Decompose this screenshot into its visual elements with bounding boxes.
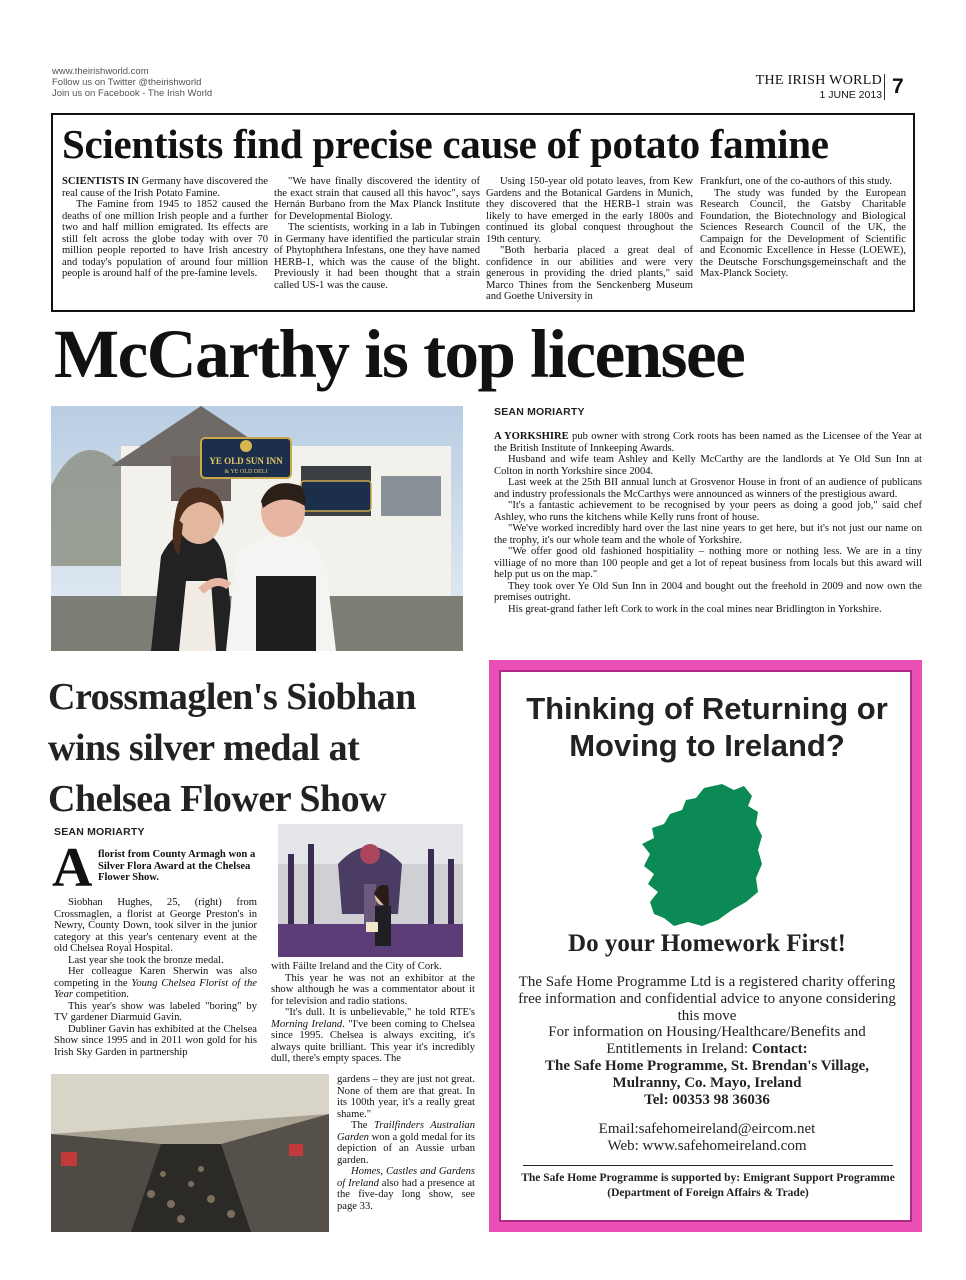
paper-name: THE IRISH WORLD <box>755 73 882 88</box>
pub-owners-photo <box>51 406 463 651</box>
siobhan-col-1 <box>54 897 257 1058</box>
siobhan-headline-line: wins silver medal at <box>48 727 360 769</box>
siobhan-col-3 <box>337 1074 475 1212</box>
siobhan-text: This year's show was labeled "boring" by TV gardener Diarmuid Gavin. <box>54 1000 257 1023</box>
dropcap: A <box>52 837 93 899</box>
website-link[interactable]: www.theirishworld.com <box>52 66 149 77</box>
ireland-map <box>612 780 812 930</box>
famine-text: Frankfurt, one of the co-authors of this study. <box>700 176 893 187</box>
mccarthy-text: pub owner with strong Cork roots has been named as the Licensee of the Year at the British Institute of Innkeeping Awards. <box>494 431 922 454</box>
siobhan-text <box>54 966 257 1001</box>
famine-headline: Scientists find precise cause of potato famine <box>62 121 829 167</box>
siobhan-text: Dubliner Gavin has exhibited at the Chelsea Show since 1995 and in 2011 won gold for his Irish Sky Garden in partnership <box>54 1023 257 1058</box>
mccarthy-headline: McCarthy is top licensee <box>54 316 745 392</box>
masthead-divider <box>884 74 885 100</box>
siobhan-text-part: won a gold medal for its depiction of an Aussie urban garden. <box>337 1131 475 1166</box>
siobhan-text: Last year she took the bronze medal. <box>68 954 224 966</box>
advert-info-text: For information on Housing/Healthcare/Benefits and Entitlements in Ireland: <box>548 1024 866 1057</box>
advert-slogan: Do your Homework First! <box>568 930 846 957</box>
advert-contact-label: Contact: <box>751 1041 808 1057</box>
famine-text: Germany have discovered the real cause of the Irish Potato Famine. <box>62 176 268 199</box>
famine-text: Using 150-year old potato leaves, from Kew Gardens and the Botanical Gardens in Munich, they discovered that the HERB-1 strain was likely to have emerged in the early 1800s and continued its global conquest throughout the 19th century. <box>486 176 693 245</box>
mccarthy-text: They took over Ye Old Sun Inn in 2004 and bought out the freehold in 2009 and now own the premises outright. <box>494 580 922 603</box>
florist-photo <box>278 824 463 957</box>
siobhan-text <box>337 1120 475 1166</box>
famine-text: The Famine from 1945 to 1852 caused the deaths of one million Irish people and a further two and half million emigrated. Its effects are still felt across the globe today with over 70 million people reported to have Irish ancestry and today's population of around four million people is around half of the pre-famine levels. <box>62 199 268 279</box>
siobhan-text-part: Her colleague Karen Sherwin was also competing in the <box>54 966 257 989</box>
page-number: 7 <box>892 75 904 98</box>
advert-phone: Tel: 00353 98 36036 <box>644 1092 770 1108</box>
advert-title: Thinking of Returning or Moving to Ireland? <box>526 691 888 763</box>
siobhan-byline: SEAN MORIARTY <box>54 826 145 838</box>
siobhan-lead: florist from County Armagh won a Silver Flora Award at the Chelsea Flower Show. <box>98 849 256 883</box>
advert-address: The Safe Home Programme, St. Brendan's Village, Mulranny, Co. Mayo, Ireland <box>544 1058 869 1091</box>
facebook-link[interactable]: Join us on Facebook - The Irish World <box>52 88 213 99</box>
famine-lead: SCIENTISTS IN <box>62 176 139 187</box>
advert-divider <box>523 1165 893 1166</box>
issue-date: 1 JUNE 2013 <box>819 89 882 101</box>
siobhan-text <box>271 1007 475 1065</box>
garden-name: Trailfinders Australian Garden <box>337 1120 476 1143</box>
advert-web[interactable]: Web: www.safehomeireland.com <box>607 1138 807 1154</box>
siobhan-text-part: "It's dull. It is unbelievable," he told RTE's <box>285 1007 475 1018</box>
siobhan-text: gardens – they are just not great. None of them are that great. In its 100th year, it's a really great shame." <box>337 1074 475 1120</box>
twitter-link[interactable]: Follow us on Twitter @theirishworld <box>52 77 202 88</box>
famine-col-2 <box>274 176 480 291</box>
siobhan-text-part: . "I've been coming to Chelsea since 1995. Chelsea is always exciting, it's always quite brilliant. This year it's incredibly dull, there's empty spaces. The <box>271 1018 475 1064</box>
advert-info <box>512 1024 902 1109</box>
siobhan-headline <box>48 672 416 825</box>
crowd-photo <box>51 1074 329 1232</box>
siobhan-col-2 <box>271 961 475 1065</box>
mccarthy-photo <box>51 406 463 651</box>
radio-show-name: Morning Ireland <box>271 1018 343 1030</box>
siobhan-text: Siobhan Hughes, 25, (right) from Crossmaglen, a florist at George Preston's in Newry, County Down, took silver in the junior category at this year's centenary event at the old Chelsea Royal Hospital. <box>54 897 257 954</box>
mccarthy-text: "We offer good old fashioned hospitiality – nothing more or nothing less. We are in a tiny villiage of no more than 100 people and get a lot of repeat business from locals but this award will help put us on the map." <box>494 546 922 580</box>
mccarthy-text: Last week at the 25th BII annual lunch at Grosvenor House in front of an audience of publicans and industry professionals the McCarthys were announced as winners of the prestigious award. <box>494 477 922 500</box>
mccarthy-text: "We've worked incredibly hard over the last nine years to get here, but it's not just our name on the trophy, it's our whole team and the whole of Yorkshire. <box>494 523 922 546</box>
siobhan-headline-line: Chelsea Flower Show <box>48 778 387 820</box>
siobhan-text-part: competition. <box>73 989 129 1000</box>
advert-contacts <box>512 1121 902 1155</box>
siobhan-text: with Fáilte Ireland and the City of Cork. <box>271 961 442 972</box>
exhibitor-name: Homes, Castles and Gardens of Ireland <box>337 1166 475 1189</box>
mccarthy-text: Husband and wife team Ashley and Kelly McCarthy are the landlords at Ye Old Sun Inn at Colton in north Yorkshire since 2004. <box>494 454 922 477</box>
mccarthy-lead: A YORKSHIRE <box>494 431 569 442</box>
competition-name: Young Chelsea Florist of the Year <box>54 977 257 1000</box>
mccarthy-text: "It's a fantastic achievement to be recognised by your peers as doing a good job," said chef Ashley, who runs the kitchens while Kelly runs front of house. <box>494 500 922 523</box>
advert-description: The Safe Home Programme Ltd is a registered charity offering free information and confidential advice to anyone considering this move <box>518 974 896 1024</box>
mccarthy-byline: SEAN MORIARTY <box>494 406 585 418</box>
pub-sign-text: YE OLD SUN INN <box>209 456 283 466</box>
famine-col-1 <box>62 176 268 280</box>
mccarthy-article-body <box>494 431 922 615</box>
famine-text: The study was funded by the European Research Council, the Gatsby Charitable Foundation, the Biotechnology and Biological Sciences Research Council of the UK, the Campaign for the Development of Scientific and Economic Excellence in Hesse (LOEWE), the Deutsche Forschungsgemeinschaft and the Max-Planck Society. <box>700 187 906 279</box>
famine-col-3 <box>486 176 693 303</box>
siobhan-photo <box>278 824 463 957</box>
ireland-map-icon <box>612 780 812 930</box>
siobhan-headline-line: Crossmaglen's Siobhan <box>48 676 416 718</box>
chelsea-crowd-photo <box>51 1074 329 1232</box>
advert-email[interactable]: Email:safehomeireland@eircom.net <box>598 1121 816 1137</box>
masthead-links <box>52 66 212 99</box>
siobhan-text-part: also had a presence at the five-day long show, see page 33. <box>337 1177 475 1212</box>
mccarthy-text: His great-grand father left Cork to work in the coal mines near Bridlington in Yorkshire. <box>508 603 882 615</box>
famine-text: "Both herbaria placed a great deal of confidence in our abilities and were very generous in providing the dried plants," said Marco Thines from the Senckenberg Museum and Goethe University in <box>486 245 693 302</box>
advert-support: The Safe Home Programme is supported by: Emigrant Support Programme (Department of Foreign Affairs & Trade) <box>521 1172 895 1199</box>
siobhan-text <box>337 1166 475 1212</box>
siobhan-text-part: The <box>351 1120 374 1131</box>
pub-sign-sub: & YE OLD DELI <box>224 469 268 475</box>
siobhan-text: This year he was not an exhibitor at the show although he was a commentator about it for television and radio stations. <box>271 972 475 1007</box>
famine-text: The scientists, working in a lab in Tubingen in Germany have identified the particular strain of Phytophthera Infestans, one they have named HERB-1, which was the cause of the blight. Previously it had been thought that a strain called US-1 was the cause. <box>274 222 480 291</box>
famine-text: "We have finally discovered the identity of the exact strain that caused all this havoc", says Hernán Burbano from the Max Planck Institute for Developmental Biology. <box>274 176 480 222</box>
famine-col-4 <box>700 176 906 280</box>
